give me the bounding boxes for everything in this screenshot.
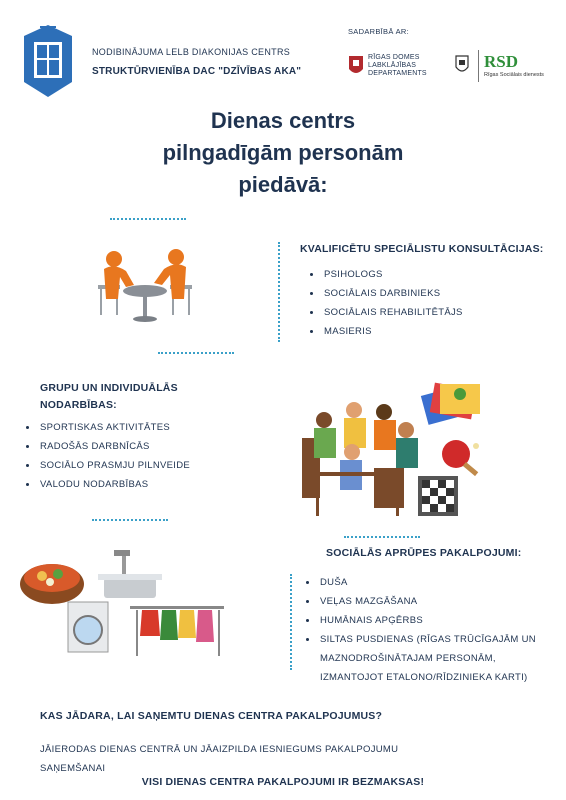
care-services-icon bbox=[18, 548, 228, 658]
list-item: VEĻAS MAZGĀŠANA bbox=[304, 592, 536, 611]
riga-coat-of-arms-icon bbox=[348, 55, 364, 77]
rsd-subtitle: Rīgas Sociālais dienests bbox=[484, 72, 544, 78]
list-item: PSIHOLOGS bbox=[308, 265, 463, 284]
section3-heading: SOCIĀLĀS APRŪPES PAKALPOJUMI: bbox=[326, 547, 522, 559]
list-item: SOCIĀLO PRASMJU PILNVEIDE bbox=[24, 456, 190, 475]
divider-dots bbox=[344, 536, 420, 538]
divider-dots bbox=[290, 574, 292, 670]
divider bbox=[478, 50, 479, 82]
list-item: SOCIĀLAIS DARBINIEKS bbox=[308, 284, 463, 303]
list-item: RADOŠĀS DARBNĪCĀS bbox=[24, 437, 190, 456]
list-item: VALODU NODARBĪBAS bbox=[24, 475, 190, 494]
footer-answer: JĀIERODAS DIENAS CENTRĀ UN JĀAIZPILDA IESNIEGUMS PAKALPOJUMU SAŅEMŠANAI bbox=[40, 744, 399, 774]
partner-label: SADARBĪBĀ AR: bbox=[348, 27, 410, 36]
footer-free-note: VISI DIENAS CENTRA PAKALPOJUMI IR BEZMAKSAS! bbox=[141, 776, 425, 788]
list-item: SPORTISKAS AKTIVITĀTES bbox=[24, 418, 190, 437]
divider-dots bbox=[278, 242, 280, 342]
group-activities-icon bbox=[296, 380, 492, 520]
section2-list bbox=[24, 418, 190, 494]
list-item: MASIERIS bbox=[308, 322, 463, 341]
org-line2: STRUKTŪRVIENĪBA DAC "DZĪVĪBAS AKA" bbox=[92, 66, 302, 77]
diakonija-logo bbox=[20, 22, 76, 100]
riga-emblem-icon bbox=[455, 55, 469, 75]
section2-heading: GRUPU UN INDIVIDUĀLĀS NODARBĪBAS: bbox=[40, 382, 178, 411]
divider-dots bbox=[110, 218, 186, 220]
section1-list bbox=[308, 265, 463, 341]
people-at-table-icon bbox=[90, 245, 200, 325]
list-item: DUŠA bbox=[304, 573, 536, 592]
section3-list bbox=[304, 573, 536, 687]
footer-question: KAS JĀDARA, LAI SAŅEMTU DIENAS CENTRA PAKALPOJUMUS? bbox=[40, 710, 383, 722]
list-item: HUMĀNAIS APĢĒRBS bbox=[304, 611, 536, 630]
list-item: SILTAS PUSDIENAS (RĪGAS TRŪCĪGAJĀM UN MAZNODROŠINĀTAJAM PERSONĀM, IZMANTOJOT ETALONO/RĪDZINIEKA KARTI) bbox=[304, 630, 536, 687]
divider-dots bbox=[158, 352, 234, 354]
divider-dots bbox=[92, 519, 168, 521]
partner1-name: RĪGAS DOMES LABKLĀJĪBAS DEPARTAMENTS bbox=[368, 54, 427, 77]
page-title: Dienas centrs pilngadīgām personām piedāvā: bbox=[162, 108, 404, 197]
list-item: SOCIĀLAIS REHABILITĒTĀJS bbox=[308, 303, 463, 322]
section1-heading: KVALIFICĒTU SPECIĀLISTU KONSULTĀCIJAS: bbox=[300, 243, 544, 255]
rsd-logo: RSD bbox=[484, 52, 519, 71]
org-line1: NODIBINĀJUMA LELB DIAKONIJAS CENTRS bbox=[92, 47, 291, 57]
